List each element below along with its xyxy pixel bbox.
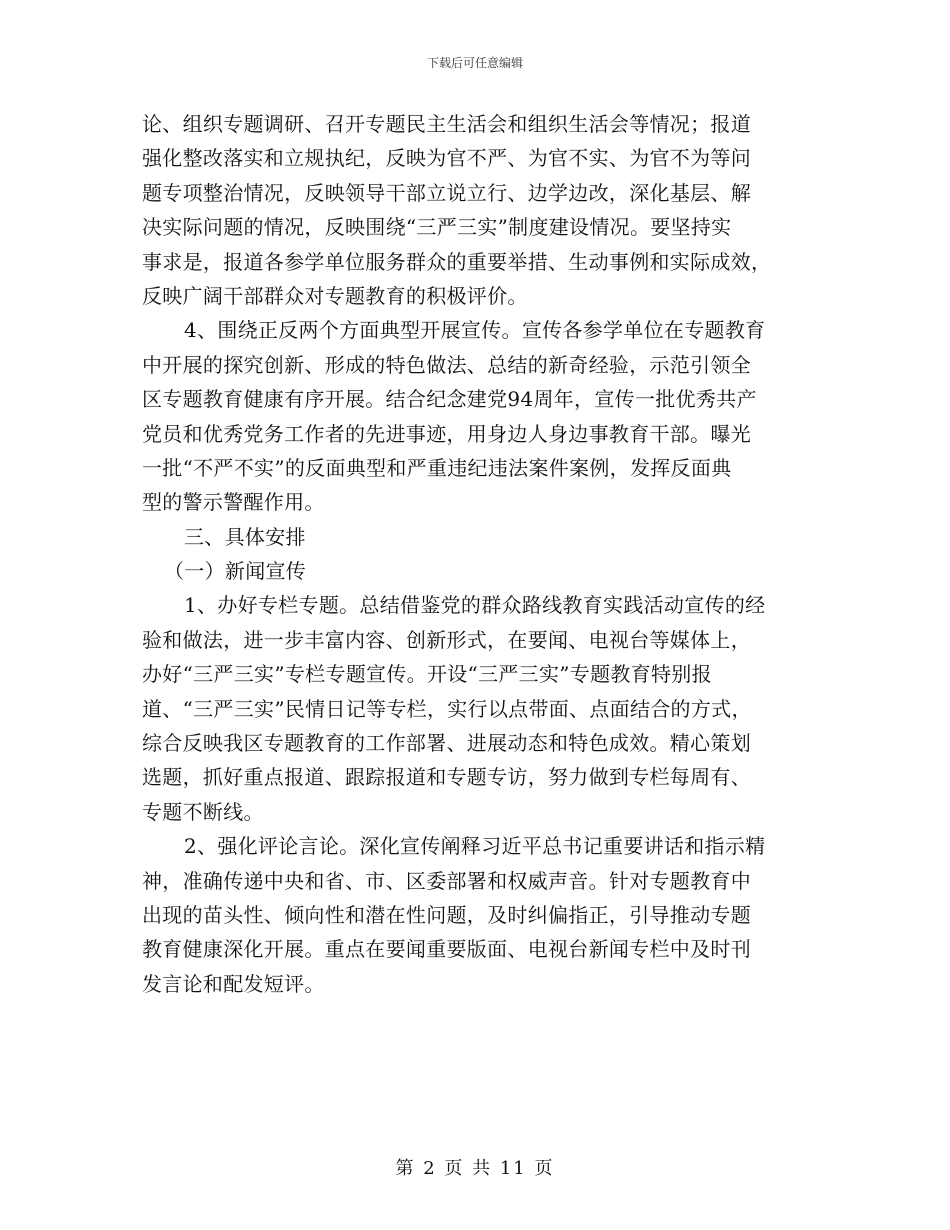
paragraph [142, 554, 810, 588]
text-line: 区专题教育健康有序开展。结合纪念建党94周年，宣传一批优秀共产 [142, 387, 757, 412]
text-line: 专题不断线。 [142, 799, 264, 824]
paragraph [142, 588, 810, 829]
text-line: 反映广阔干部群众对专题教育的积极评价。 [142, 283, 528, 308]
paragraph [142, 107, 810, 313]
text-line: 题专项整治情况，反映领导干部立说立行、边学边改，深化基层、解 [142, 180, 751, 205]
paragraph [142, 313, 810, 519]
text-line: 一批“不严不实”的反面典型和严重违纪违法案件案例，发挥反面典 [142, 455, 732, 480]
text-line: 三、具体安排 [184, 524, 306, 549]
text-line: 论、组织专题调研、召开专题民主生活会和组织生活会等情况；报道 [142, 112, 751, 136]
page-footer: 第 2 页 共 11 页 [395, 1158, 555, 1179]
text-line: 党员和优秀党务工作者的先进事迹，用身边人身边事教育干部。曝光 [142, 421, 751, 446]
text-line: 出现的苗头性、倾向性和潜在性问题，及时纠偏指正，引导推动专题 [142, 902, 751, 927]
text-line: 发言论和配发短评。 [142, 971, 325, 996]
text-line: 4、围绕正反两个方面典型开展宣传。宣传各参学单位在专题教育 [184, 318, 766, 343]
text-line: 2、强化评论言论。深化宣传阐释习近平总书记重要讲话和指示精 [184, 834, 766, 859]
text-line: 教育健康深化开展。重点在要闻重要版面、电视台新闻专栏中及时刊 [142, 937, 751, 962]
text-line: 中开展的探究创新、形成的特色做法、总结的新奇经验，示范引领全 [142, 352, 751, 377]
page-header: 下载后可任意编辑 [426, 56, 523, 70]
text-line: 决实际问题的情况，反映围绕“三严三实”制度建设情况。要坚持实 [142, 215, 732, 240]
text-line: 事求是，报道各参学单位服务群众的重要举措、生动事例和实际成效， [142, 249, 772, 274]
text-line: 验和做法，进一步丰富内容、创新形式，在要闻、电视台等媒体上， [142, 627, 751, 652]
text-line: 强化整改落实和立规执纪，反映为官不严、为官不实、为官不为等问 [142, 146, 751, 171]
text-line: 选题，抓好重点报道、跟踪报道和专题专访，努力做到专栏每周有、 [142, 765, 751, 790]
text-line: 型的警示警醒作用。 [142, 490, 325, 515]
text-line: 综合反映我区专题教育的工作部署、进展动态和特色成效。精心策划 [142, 731, 751, 756]
paragraph [142, 520, 810, 554]
text-line: 1、办好专栏专题。总结借鉴党的群众路线教育实践活动宣传的经 [184, 593, 766, 618]
text-line: （一）新闻宣传 [164, 559, 307, 584]
text-line: 办好“三严三实”专栏专题宣传。开设“三严三实”专题教育特别报 [142, 662, 712, 687]
text-line: 神，准确传递中央和省、市、区委部署和权威声音。针对专题教育中 [142, 868, 751, 893]
document-body [142, 107, 810, 1001]
paragraph [142, 829, 810, 1001]
text-line: 道、“三严三实”民情日记等专栏，实行以点带面、点面结合的方式， [142, 696, 752, 721]
